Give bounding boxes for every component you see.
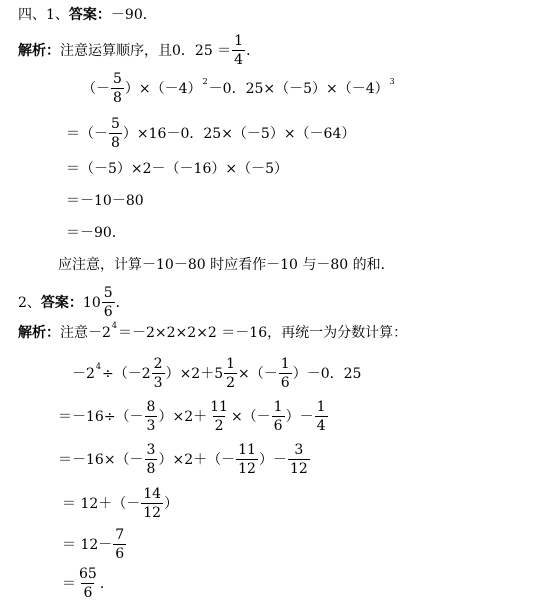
step-4 <box>66 194 144 208</box>
exponent: 3 <box>389 76 395 86</box>
numerator: 2 <box>153 356 163 372</box>
answer-value: －90． <box>110 7 157 23</box>
expr-1 <box>72 357 361 390</box>
denominator: 8 <box>113 90 122 106</box>
expr-part: ＝－90． <box>66 225 126 241</box>
answer-line-2 <box>18 286 130 319</box>
fraction <box>232 34 245 67</box>
expr-part: ）×2＋ <box>158 408 208 425</box>
fraction <box>152 357 165 390</box>
denominator: 3 <box>146 418 156 434</box>
fraction <box>111 72 124 105</box>
numerator: 5 <box>113 71 122 87</box>
analysis-label: 解析： <box>18 42 60 59</box>
fraction <box>113 528 126 561</box>
numerator: 14 <box>143 486 162 502</box>
expr-part: ×（－ <box>238 365 278 382</box>
analysis-text: ＝－2×2×2×2 ＝－16，再统一为分数计算： <box>118 325 408 341</box>
section-heading: 四、1、 <box>18 7 69 23</box>
analysis-text: 注意运算顺序，且0．25 ＝ <box>60 42 232 59</box>
expr-part: ＝ 12＋（－ <box>62 495 141 512</box>
period: ． <box>99 575 114 592</box>
expr-part: ）×2＋（－ <box>158 451 236 468</box>
numerator: 3 <box>146 442 156 458</box>
fraction <box>77 567 99 600</box>
period: ． <box>115 294 130 311</box>
denominator: 6 <box>103 304 113 320</box>
analysis-line-2 <box>18 321 408 341</box>
exponent: 4 <box>111 321 118 330</box>
denominator: 6 <box>280 375 290 391</box>
denominator: 4 <box>316 418 326 434</box>
fraction <box>208 400 230 433</box>
step-2 <box>66 117 355 150</box>
denominator: 6 <box>273 418 283 434</box>
denominator: 12 <box>289 461 308 477</box>
numerator: 7 <box>115 527 125 543</box>
fraction <box>224 357 237 390</box>
denominator: 3 <box>153 375 163 391</box>
step-3 <box>66 162 288 176</box>
numerator: 1 <box>234 33 244 49</box>
expr-part: ）×（－4） <box>124 80 202 97</box>
fraction <box>315 400 328 433</box>
denominator: 8 <box>111 135 120 151</box>
answer-label: 答案： <box>40 294 83 311</box>
denominator: 12 <box>238 461 256 477</box>
section-heading: 2、 <box>18 294 41 311</box>
expr-5 <box>62 528 127 561</box>
denominator: 6 <box>83 585 93 601</box>
fraction <box>272 400 285 433</box>
exponent: 4 <box>95 361 102 371</box>
fraction <box>102 286 115 319</box>
expr-part: ÷（－2 <box>102 365 151 382</box>
step-5 <box>66 226 126 240</box>
numerator: 1 <box>273 399 283 415</box>
expr-part: －2 <box>72 365 95 382</box>
expr-part: ）－ <box>285 408 314 425</box>
fraction <box>236 443 258 476</box>
fraction <box>288 443 310 476</box>
expr-part: ＝－16×（－ <box>58 451 144 468</box>
denominator: 8 <box>146 461 156 477</box>
expr-part: －0．25×（－5）×（－4） <box>208 80 389 97</box>
denominator: 2 <box>226 375 236 391</box>
analysis-line-1 <box>18 34 260 67</box>
expr-part: ）－0．25 <box>292 365 362 382</box>
expr-part: ＝－16÷（－ <box>58 408 144 425</box>
expr-part: ） <box>164 495 179 512</box>
numerator: 5 <box>103 285 113 301</box>
denominator: 2 <box>214 418 224 434</box>
expr-part: ＝（－ <box>66 125 108 142</box>
numerator: 1 <box>316 399 326 415</box>
numerator: 11 <box>238 442 256 458</box>
answer-line-1 <box>18 8 157 22</box>
step-1 <box>82 72 396 105</box>
answer-label: 答案： <box>68 7 111 23</box>
expr-3 <box>58 443 311 476</box>
mixed-number <box>83 286 116 319</box>
analysis-text: 注意－2 <box>60 325 111 341</box>
expr-part: ）－ <box>258 451 287 468</box>
expr-2 <box>58 400 329 433</box>
fraction <box>145 400 158 433</box>
denominator: 4 <box>234 52 244 68</box>
numerator: 11 <box>210 399 228 415</box>
expr-6 <box>62 567 114 600</box>
expr-4 <box>62 487 178 520</box>
expr-part: ＝（－5）×2－（－16）×（－5） <box>66 161 288 177</box>
numerator: 1 <box>226 356 236 372</box>
fraction <box>109 117 122 150</box>
numerator: 65 <box>79 566 97 582</box>
numerator: 1 <box>280 356 290 372</box>
expr-part: （－ <box>82 80 110 97</box>
analysis-label: 解析： <box>18 325 60 341</box>
expr-part: ＝－10－80 <box>66 193 144 209</box>
expr-part: ）×2＋5 <box>165 365 224 382</box>
denominator: 6 <box>115 546 125 562</box>
fraction <box>141 487 163 520</box>
numerator: 5 <box>111 116 120 132</box>
note-line <box>58 258 395 272</box>
note-text: 应注意，计算－10－80 时应看作－10 与－80 的和． <box>58 257 395 273</box>
expr-part: ×（－ <box>230 408 271 425</box>
expr-part: ）×16－0．25×（－5）×（－64） <box>122 125 356 142</box>
whole-part: 10 <box>82 294 101 311</box>
denominator: 12 <box>143 505 162 521</box>
expr-part: ＝ 12－ <box>62 536 113 553</box>
fraction <box>279 357 292 390</box>
exponent: 2 <box>202 76 208 86</box>
fraction <box>145 443 158 476</box>
expr-part: ＝ <box>62 575 76 592</box>
numerator: 3 <box>294 442 304 458</box>
period: ． <box>246 42 261 59</box>
numerator: 8 <box>146 399 156 415</box>
